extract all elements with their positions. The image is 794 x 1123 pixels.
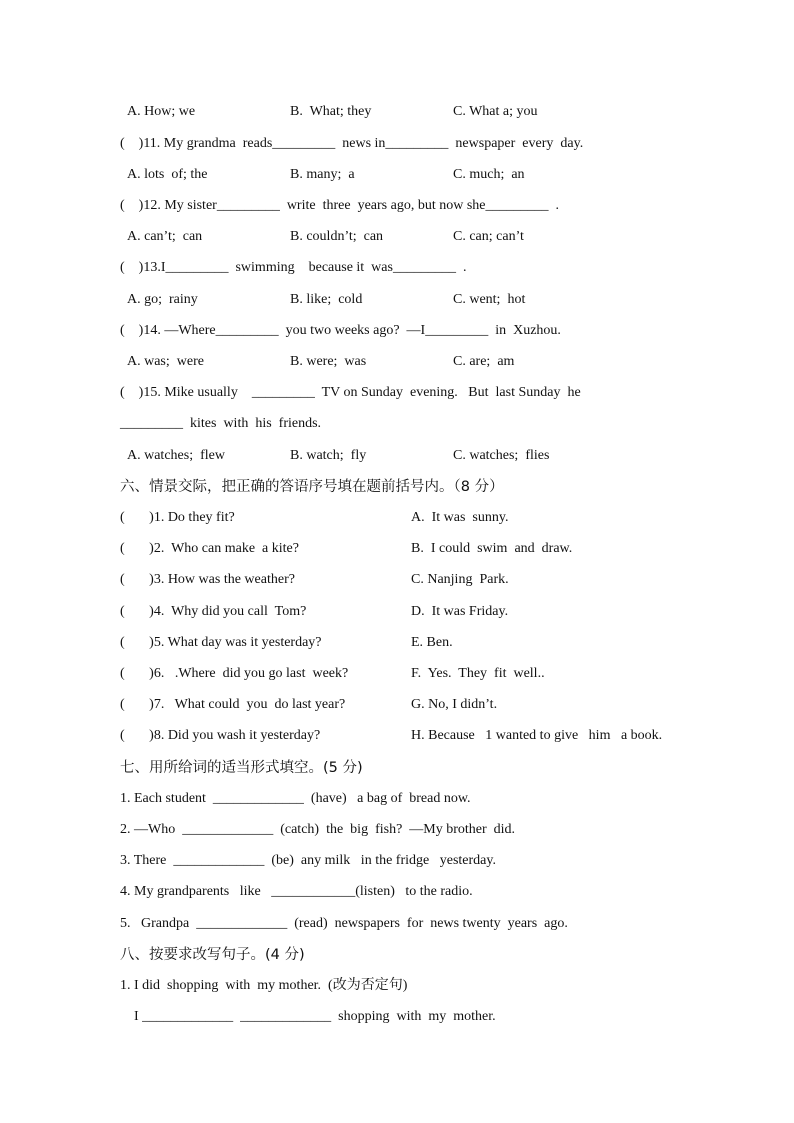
s6-question-6: ( )6. .Where did you go last week? xyxy=(120,666,349,681)
s6-question-4: ( )4. Why did you call Tom? xyxy=(120,604,307,619)
s6-answer-d: D. It was Friday. xyxy=(411,604,509,619)
s8-item-1: 1. I did shopping with my mother. (改为否定句) xyxy=(120,978,408,993)
question-13-stem: ( )13.I_________ swimming because it was_________ . xyxy=(120,260,467,275)
q15-option-b: B. watch; fly xyxy=(290,448,367,463)
s6-question-5: ( )5. What day was it yesterday? xyxy=(120,635,322,650)
s7-item-2: 2. —Who _____________ (catch) the big fish? —My brother did. xyxy=(120,822,516,837)
s7-item-3: 3. There _____________ (be) any milk in the fridge yesterday. xyxy=(120,853,496,868)
q11-option-c: C. much; an xyxy=(453,167,525,182)
q12-option-b: B. couldn’t; can xyxy=(290,229,384,244)
section-7-heading: 七、用所给词的适当形式填空。(5 分) xyxy=(120,760,363,776)
s7-item-4: 4. My grandparents like ____________(listen) to the radio. xyxy=(120,884,473,899)
s6-question-7: ( )7. What could you do last year? xyxy=(120,697,346,712)
section-6-heading: 六、情景交际，把正确的答语序号填在题前括号内。（8 分） xyxy=(120,479,504,495)
s8-item-1-answer-line: I _____________ _____________ shopping with my mother. xyxy=(120,1009,496,1024)
q12-option-a: A. can’t; can xyxy=(127,229,203,244)
question-15-stem: ( )15. Mike usually _________ TV on Sunday evening. But last Sunday he xyxy=(120,385,581,400)
question-15-stem-continued: _________ kites with his friends. xyxy=(120,416,322,431)
s6-answer-b: B. I could swim and draw. xyxy=(411,541,573,556)
s6-question-3: ( )3. How was the weather? xyxy=(120,572,295,587)
question-12-stem: ( )12. My sister_________ write three years ago, but now she_________ . xyxy=(120,198,559,213)
q11-option-a: A. lots of; the xyxy=(127,167,208,182)
s6-answer-a: A. It was sunny. xyxy=(411,510,509,525)
question-11-stem: ( )11. My grandma reads_________ news in_________ newspaper every day. xyxy=(120,136,584,151)
s6-answer-g: G. No, I didn’t. xyxy=(411,697,498,712)
q10-option-c: C. What a; you xyxy=(453,104,538,119)
s6-question-8: ( )8. Did you wash it yesterday? xyxy=(120,728,321,743)
q15-option-c: C. watches; flies xyxy=(453,448,550,463)
q12-option-c: C. can; can’t xyxy=(453,229,524,244)
q13-option-c: C. went; hot xyxy=(453,292,526,307)
s6-answer-h: H. Because 1 wanted to give him a book. xyxy=(411,728,663,743)
question-14-stem: ( )14. —Where_________ you two weeks ago? —I_________ in Xuzhou. xyxy=(120,323,561,338)
q15-option-a: A. watches; flew xyxy=(127,448,225,463)
s7-item-1: 1. Each student _____________ (have) a bag of bread now. xyxy=(120,791,471,806)
s6-answer-e: E. Ben. xyxy=(411,635,453,650)
q13-option-a: A. go; rainy xyxy=(127,292,198,307)
q10-option-b: B. What; they xyxy=(290,104,372,119)
q14-option-b: B. were; was xyxy=(290,354,367,369)
q13-option-b: B. like; cold xyxy=(290,292,363,307)
s6-question-1: ( )1. Do they fit? xyxy=(120,510,235,525)
s7-item-5: 5. Grandpa _____________ (read) newspapers for news twenty years ago. xyxy=(120,916,568,931)
q10-option-a: A. How; we xyxy=(127,104,196,119)
s6-question-2: ( )2. Who can make a kite? xyxy=(120,541,299,556)
q14-option-c: C. are; am xyxy=(453,354,515,369)
q14-option-a: A. was; were xyxy=(127,354,204,369)
s6-answer-c: C. Nanjing Park. xyxy=(411,572,509,587)
section-8-heading: 八、按要求改写句子。(4 分) xyxy=(120,947,305,963)
q11-option-b: B. many; a xyxy=(290,167,355,182)
s6-answer-f: F. Yes. They fit well.. xyxy=(411,666,545,681)
